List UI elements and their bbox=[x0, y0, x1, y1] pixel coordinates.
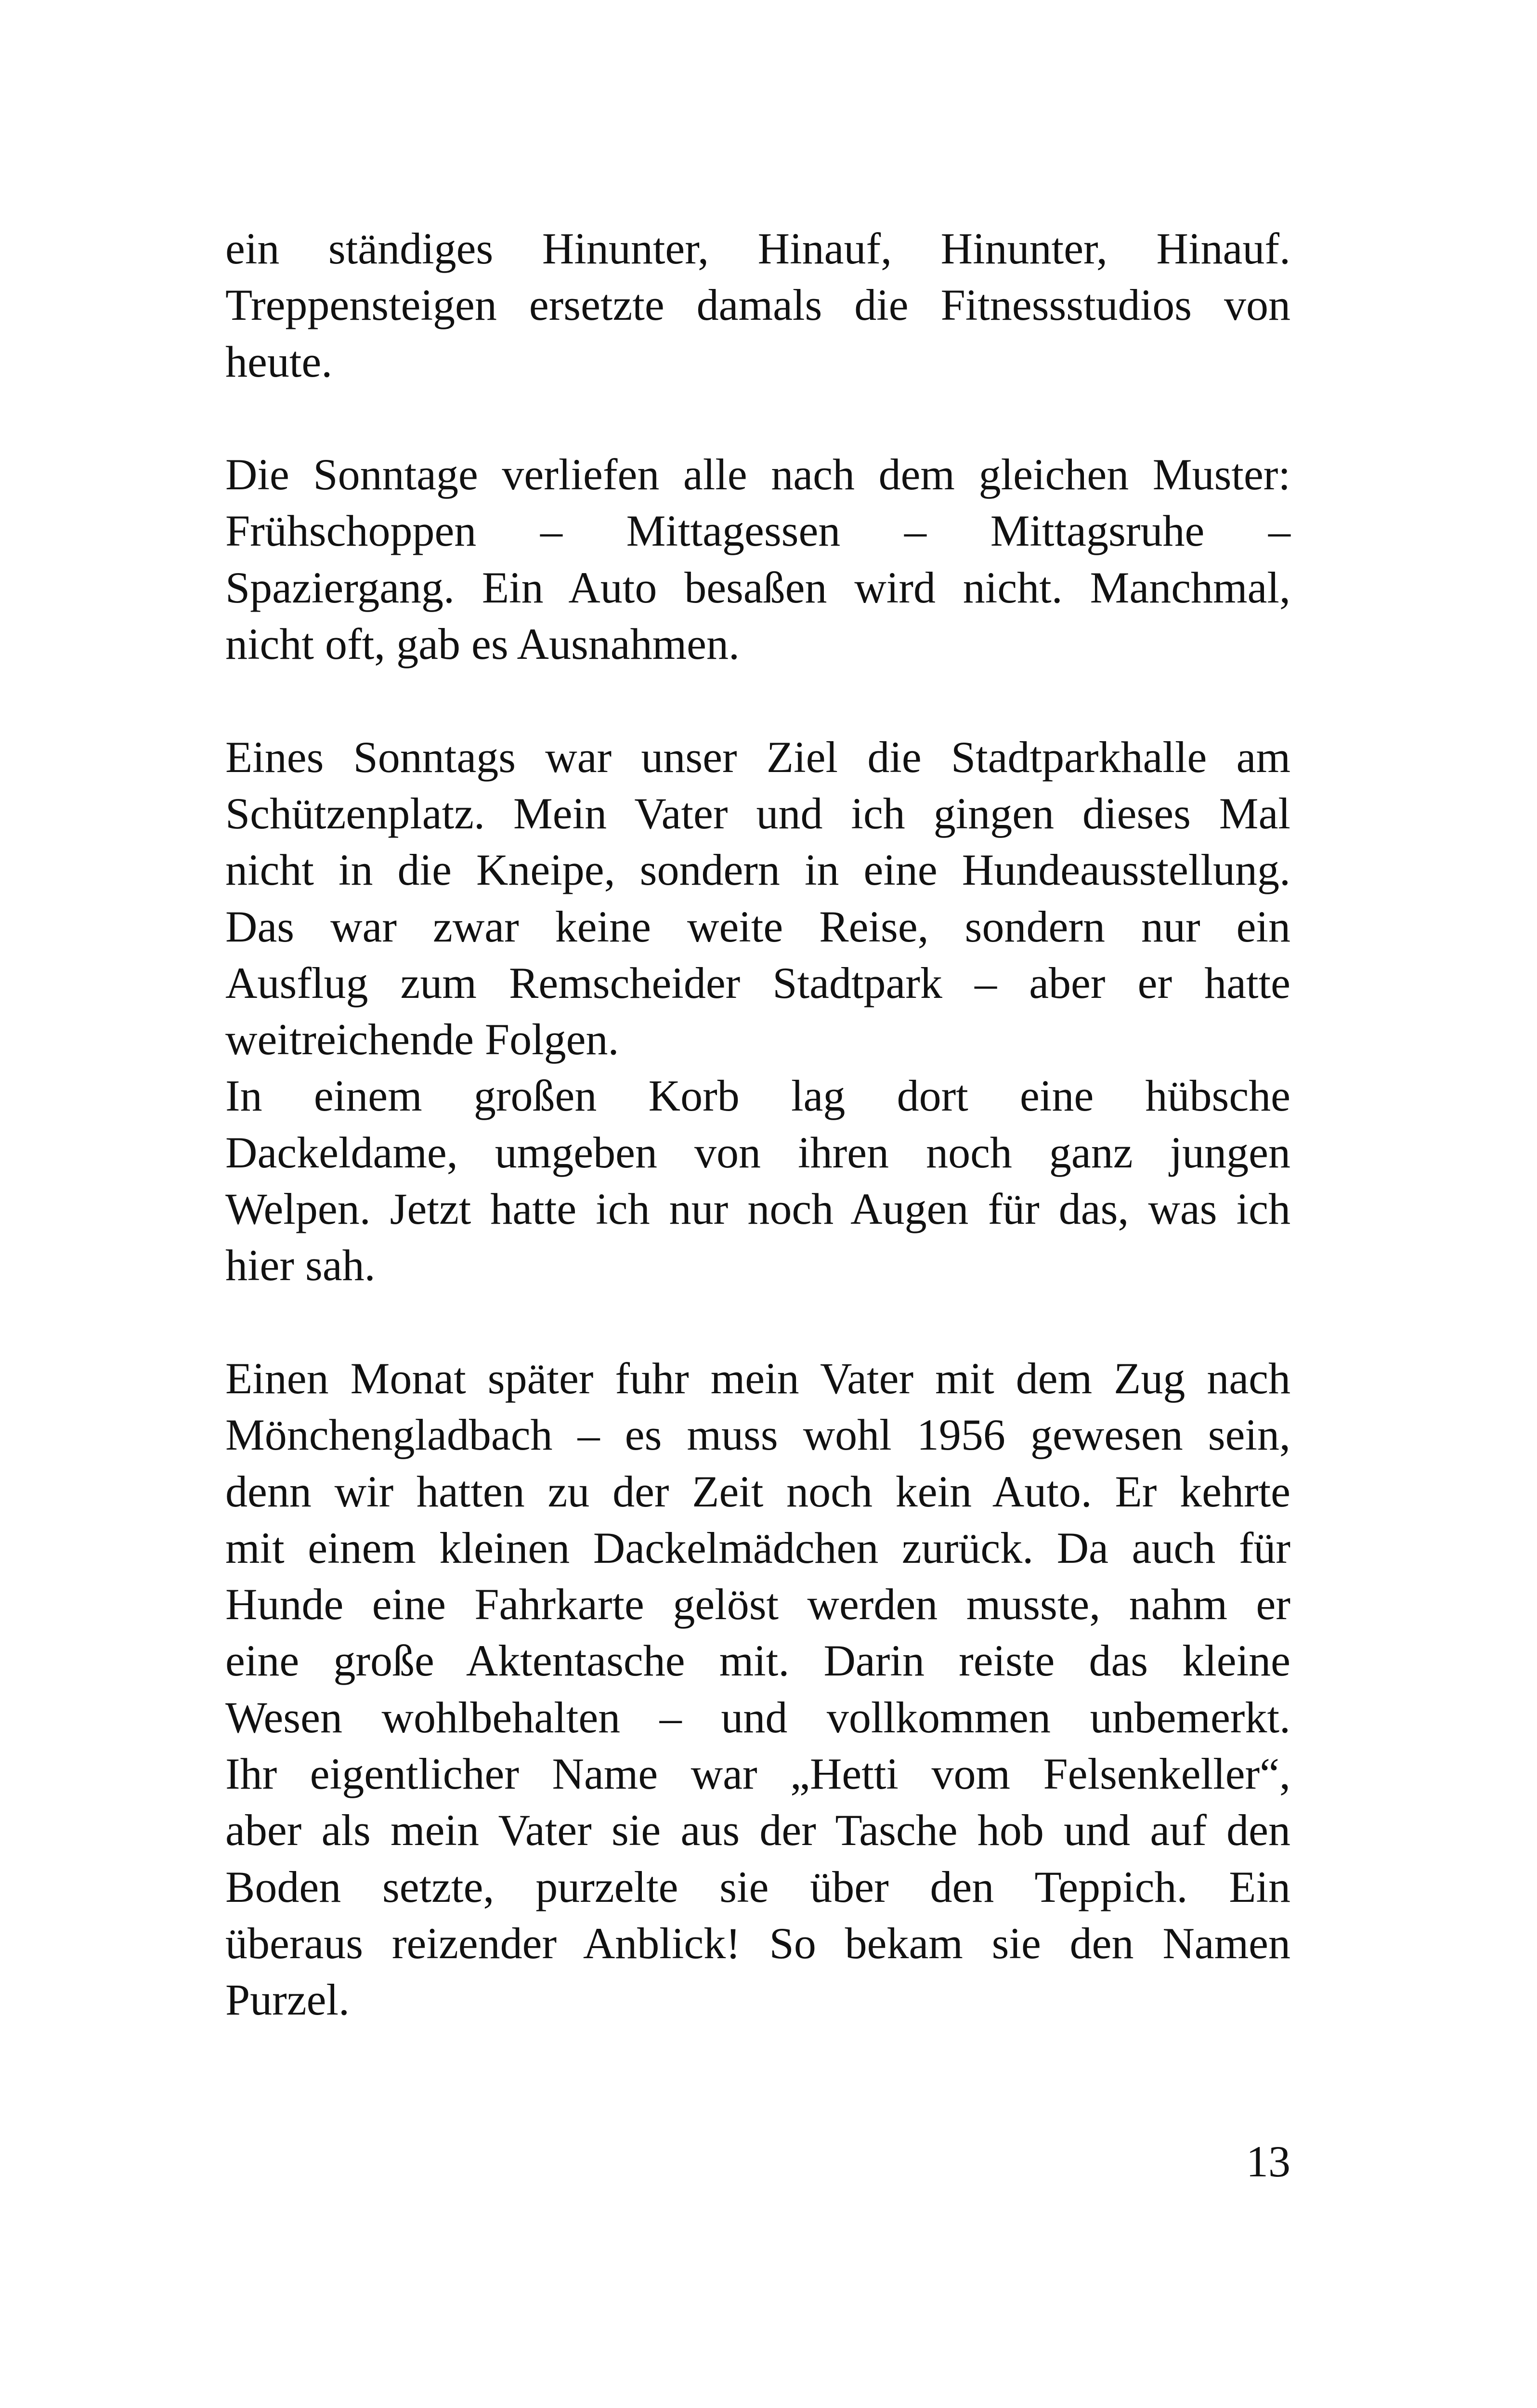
paragraph-gap bbox=[225, 672, 1290, 729]
paragraph-3 bbox=[225, 729, 1290, 1068]
text-line: Frühschoppen – Mittagessen – Mittagsruhe – bbox=[225, 506, 1290, 556]
text-line: Spaziergang. Ein Auto besaßen wird nicht. Manchmal, bbox=[225, 563, 1290, 612]
paragraph-gap bbox=[225, 1294, 1290, 1350]
text-line: eine große Aktentasche mit. Darin reiste das kleine bbox=[225, 1636, 1290, 1686]
paragraph-1 bbox=[225, 221, 1290, 390]
paragraph-2 bbox=[225, 446, 1290, 672]
text-line: Das war zwar keine weite Reise, sondern nur ein bbox=[225, 902, 1290, 951]
text-line: Mönchengladbach – es muss wohl 1956 gewesen sein, bbox=[225, 1410, 1290, 1460]
text-line: Treppensteigen ersetzte damals die Fitnessstudios von bbox=[225, 280, 1290, 330]
text-line: In einem großen Korb lag dort eine hübsche bbox=[225, 1071, 1290, 1121]
text-line: mit einem kleinen Dackelmädchen zurück. Da auch für bbox=[225, 1523, 1290, 1572]
text-line: weitreichende Folgen. bbox=[225, 1015, 619, 1064]
text-line: Eines Sonntags war unser Ziel die Stadtparkhalle am bbox=[225, 732, 1290, 782]
text-line: aber als mein Vater sie aus der Tasche hob und auf den bbox=[225, 1806, 1290, 1855]
text-line: Schützenplatz. Mein Vater und ich gingen dieses Mal bbox=[225, 788, 1290, 838]
text-line: überaus reizender Anblick! So bekam sie den Namen bbox=[225, 1918, 1290, 1968]
text-line: hier sah. bbox=[225, 1241, 376, 1290]
text-line: nicht oft, gab es Ausnahmen. bbox=[225, 619, 740, 669]
text-line: Einen Monat später fuhr mein Vater mit dem Zug nach bbox=[225, 1353, 1290, 1403]
paragraph-gap bbox=[225, 390, 1290, 446]
page-number: 13 bbox=[1246, 2137, 1290, 2186]
text-line: denn wir hatten zu der Zeit noch kein Auto. Er kehrte bbox=[225, 1466, 1290, 1516]
text-line: Hunde eine Fahrkarte gelöst werden musste, nahm er bbox=[225, 1580, 1290, 1629]
text-line: Purzel. bbox=[225, 1975, 350, 2025]
paragraph-4 bbox=[225, 1068, 1290, 1294]
paragraph-5 bbox=[225, 1350, 1290, 2028]
text-line: Welpen. Jetzt hatte ich nur noch Augen für das, was ich bbox=[225, 1184, 1290, 1234]
text-line: Wesen wohlbehalten – und vollkommen unbemerkt. bbox=[225, 1692, 1290, 1742]
text-line: ein ständiges Hinunter, Hinauf, Hinunter, Hinauf. bbox=[225, 224, 1290, 273]
text-line: Ausflug zum Remscheider Stadtpark – aber er hatte bbox=[225, 958, 1290, 1008]
body-text bbox=[225, 221, 1290, 2028]
text-line: nicht in die Kneipe, sondern in eine Hundeausstellung. bbox=[225, 845, 1290, 895]
text-line: Boden setzte, purzelte sie über den Teppich. Ein bbox=[225, 1862, 1290, 1911]
text-line: Dackeldame, umgeben von ihren noch ganz jungen bbox=[225, 1127, 1290, 1177]
text-line: Die Sonntage verliefen alle nach dem gleichen Muster: bbox=[225, 450, 1290, 499]
text-line: Ihr eigentlicher Name war „Hetti vom Felsenkeller“, bbox=[225, 1749, 1290, 1799]
text-line: heute. bbox=[225, 337, 333, 386]
